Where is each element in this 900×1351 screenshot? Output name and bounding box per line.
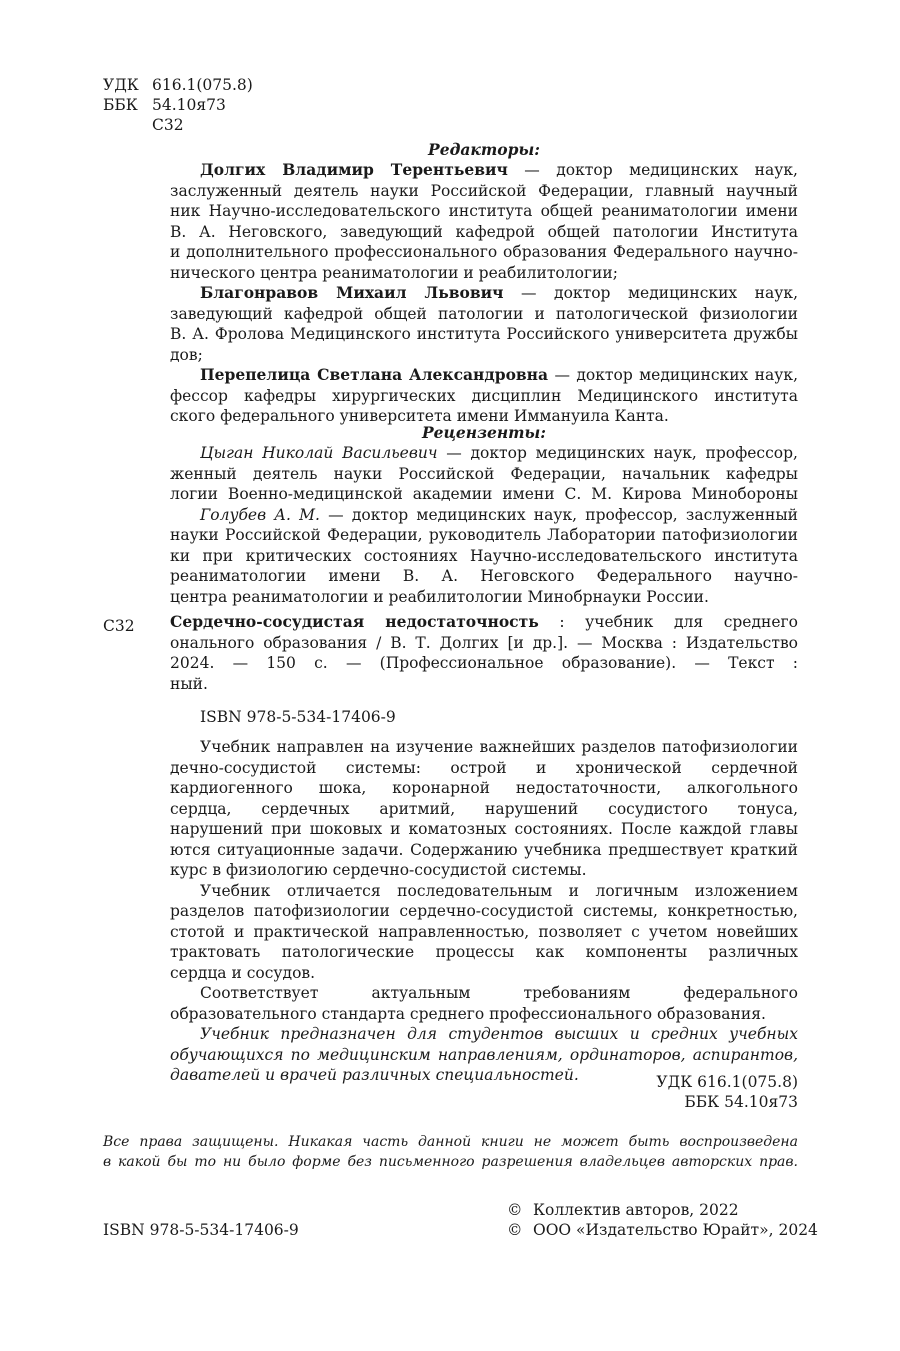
bibliographic-line: 2024. — 150 с. — (Профессиональное образование). — Текст :	[170, 654, 798, 672]
copyright-publisher: ООО «Издательство Юрайт», 2024	[533, 1221, 818, 1239]
rights-line: Все права защищены. Никакая часть данной книги не может быть воспроизведена	[103, 1134, 798, 1150]
bibliographic-mark: С32	[103, 617, 135, 635]
editor-line: нического центра реаниматологии и реабилитологии;	[170, 263, 618, 282]
reviewer-line: ки при критических состояниях Научно-исследовательского института	[170, 546, 798, 565]
bibliographic-line: онального образования / В. Т. Долгих [и др.]. — Москва : Издательство	[170, 633, 798, 652]
reviewer-line: Голубев А. М. — доктор медицинских наук, профессор, заслуженный	[200, 505, 798, 524]
bbk-footer: ББК 54.10я73	[684, 1093, 798, 1111]
reviewer-line: женный деятель науки Российской Федерации, начальник кафедры	[170, 464, 798, 483]
annotation-line: Учебник отличается последовательным и логичным изложением	[200, 881, 798, 900]
annotation-line: обучающихся по медицинским направлениям, ординаторов, аспирантов,	[170, 1045, 798, 1064]
annotation-line: Учебник направлен на изучение важнейших разделов патофизиологии	[200, 738, 798, 756]
annotation-line: трактовать патологические процессы как компоненты различных	[170, 943, 798, 961]
annotation-line: ются ситуационные задачи. Содержанию учебника предшествует краткий	[170, 840, 798, 859]
editors-heading: Редакторы:	[428, 140, 540, 159]
editor-line: Долгих Владимир Терентьевич — доктор медицинских наук,	[200, 160, 798, 179]
rights-line: в какой бы то ни было форме без письменного разрешения владельцев авторских прав.	[103, 1154, 798, 1170]
bibliographic-line: ный.	[170, 674, 208, 693]
editor-line: и дополнительного профессионального образования Федерального научно-	[170, 243, 798, 261]
annotation-line: курс в физиологию сердечно-сосудистой системы.	[170, 861, 587, 879]
copyright-symbol: ©	[507, 1201, 523, 1219]
reviewer-name: Цыган Николай Васильевич	[200, 444, 438, 462]
annotation-line: давателей и врачей различных специальностей.	[170, 1066, 579, 1084]
copyright-symbol: ©	[507, 1221, 523, 1239]
annotation-line: сердца, сердечных аритмий, нарушений сосудистого тонуса,	[170, 799, 798, 818]
reviewers-block	[170, 443, 798, 607]
editor-line: ник Научно-исследовательского института общей реаниматологии имени	[170, 202, 798, 220]
editor-line: ского федерального университета имени Иммануила Канта.	[170, 407, 669, 425]
editor-line: дов;	[170, 345, 203, 364]
editor-name: Перепелица Светлана Александровна	[200, 365, 549, 384]
annotation-line: Соответствует актуальным требованиям федерального	[200, 984, 798, 1002]
editor-line: заведующий кафедрой общей патологии и патологической физиологии	[170, 304, 798, 323]
editors-block	[170, 160, 798, 427]
editor-line: В. А. Фролова Медицинского института Российского университета дружбы	[170, 325, 798, 343]
annotation-line: дечно-сосудистой системы: острой и хронической сердечной	[170, 758, 798, 777]
bbk-value: 54.10я73	[152, 96, 226, 114]
book-title: Сердечно-сосудистая недостаточность	[170, 612, 539, 631]
bibliographic-block	[170, 612, 798, 694]
reviewers-heading: Рецензенты:	[421, 423, 547, 442]
bbk-label: ББК	[103, 96, 138, 114]
annotation-line: кардиогенного шока, коронарной недостаточности, алкогольного	[170, 779, 798, 797]
rights-notice	[103, 1132, 798, 1172]
annotation-block	[170, 737, 798, 1086]
annotation-line: стотой и практической направленностью, позволяет с учетом новейших	[170, 922, 798, 941]
udk-value: 616.1(075.8)	[152, 76, 253, 94]
annotation-line: разделов патофизиологии сердечно-сосудистой системы, конкретностью,	[170, 902, 798, 920]
reviewer-line: науки Российской Федерации, руководитель Лаборатории патофизиологии	[170, 526, 798, 544]
udk-footer: УДК 616.1(075.8)	[656, 1073, 798, 1091]
editor-line: заслуженный деятель науки Российской Федерации, главный научный	[170, 181, 798, 200]
reviewer-line: логии Военно-медицинской академии имени С. М. Кирова Минобороны	[170, 485, 798, 503]
annotation-line: нарушений при шоковых и коматозных состояниях. После каждой главы	[170, 820, 798, 838]
isbn-record: ISBN 978-5-534-17406-9	[200, 708, 396, 726]
reviewer-line: реаниматологии имени В. А. Неговского Федерального научно-	[170, 567, 798, 585]
reviewer-line: центра реаниматологии и реабилитологии Минобрнауки России.	[170, 587, 709, 606]
editor-line: Перепелица Светлана Александровна — доктор медицинских наук,	[200, 365, 798, 384]
annotation-line: Учебник предназначен для студентов высших и средних учебных	[200, 1025, 798, 1043]
editor-name: Благонравов Михаил Львович	[200, 283, 504, 302]
reviewer-line: Цыган Николай Васильевич — доктор медицинских наук, профессор,	[200, 444, 798, 462]
annotation-line: образовательного стандарта среднего профессионального образования.	[170, 1004, 766, 1023]
editor-line: Благонравов Михаил Львович — доктор медицинских наук,	[200, 283, 798, 302]
editor-line: В. А. Неговского, заведующий кафедрой общей патологии Института	[170, 222, 798, 241]
copyright-authors: Коллектив авторов, 2022	[533, 1201, 739, 1219]
annotation-line: сердца и сосудов.	[170, 963, 316, 982]
editor-line: фессор кафедры хирургических дисциплин Медицинского института	[170, 386, 798, 405]
bibliographic-line: Сердечно-сосудистая недостаточность : учебник для среднего	[170, 612, 798, 631]
author-mark: С32	[152, 116, 184, 134]
reviewer-name: Голубев А. М.	[200, 505, 320, 524]
udk-label: УДК	[103, 76, 139, 94]
footer-isbn: ISBN 978-5-534-17406-9	[103, 1221, 299, 1239]
editor-name: Долгих Владимир Терентьевич	[200, 160, 508, 179]
